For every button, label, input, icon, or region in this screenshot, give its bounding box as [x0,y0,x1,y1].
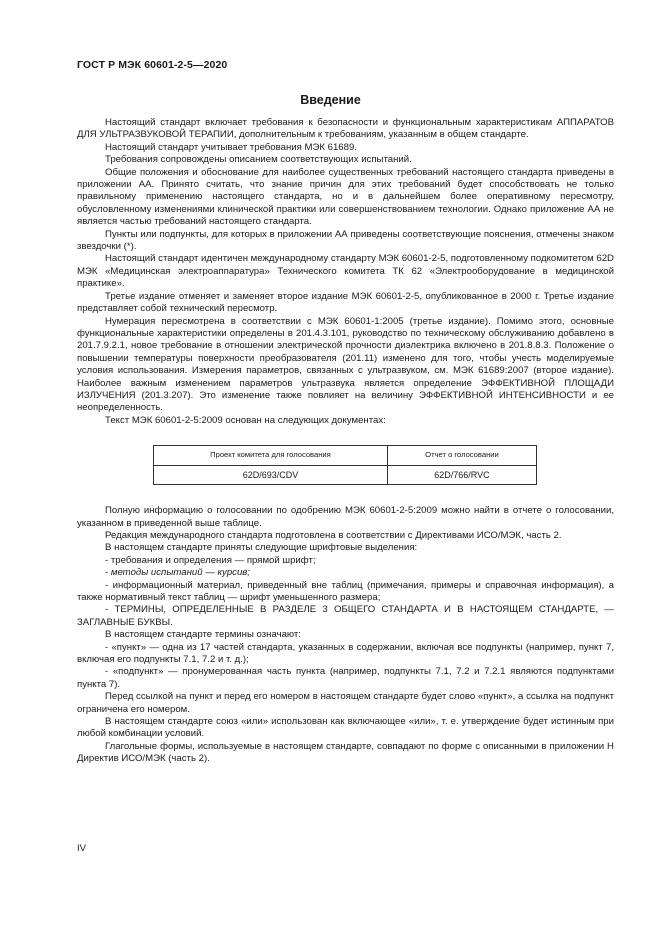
paragraph: Третье издание отменяет и заменяет второе издание МЭК 60601-2-5, опубликованное в 2000 г. Третье издание представляет собой технический пересмотр. [77,290,614,315]
body-text [77,117,614,766]
paragraph: Общие положения и обоснование для наиболее существенных требований настоящего стандарта приведены в приложении АА. Принято считать, что знание причин для этих требований будет способствовать не только правильному применению настоящего стандарта, но и в дальнейшем более оперативному пересмотру, обусловленному изменениями клинической практики или совершенствованием технологии. Однако приложение АА не является частью требований настоящего стандарта. [77,166,614,228]
paragraph: Глагольные формы, используемые в настоящем стандарте, совпадают по форме с описанными в приложении Н Директив ИСО/МЭК (часть 2). [77,740,614,765]
paragraph: Пункты или подпункты, для которых в приложении АА приведены соответствующие пояснения, отмечены знаком звездочки (*). [77,228,614,253]
list-item: - «подпункт» — пронумерованная часть пункта (например, подпункты 7.1, 7.2 и 7.2.1 являются подпунктами пункта 7). [77,666,614,690]
paragraph: Редакция международного стандарта подготовлена в соответствии с Директивами ИСО/МЭК, часть 2. [105,529,562,541]
page-number: IV [77,843,87,854]
paragraph: Полную информацию о голосовании по одобрению МЭК 60601-2-5:2009 можно найти в отчете о голосовании, указанном в приведенной выше таблице. [77,505,614,529]
paragraph: Текст МЭК 60601-2-5:2009 основан на следующих документах: [105,414,386,426]
paragraph: Нумерация пересмотрена в соответствии с МЭК 60601-1:2005 (третье издание). Помимо этого, основные функциональные характеристики определены в 201.4.3.101, руководство по техническому обслуживанию добавлено в 201.7.9.2.1, новое требование в отношении электрической прочности диэлектрика включено в 201.8.8.3. Положение о повышении температуры поверхности преобразователя (201.11) изменено для того, чтобы учесть моделируемые условия использования. Измерения параметров, связанных с ультразвуком, см. МЭК 61689:2007 (второе издание). Наиболее важным изменением параметров ультразвука является определение ЭФФЕКТИВНОЙ ПЛОЩАДИ ИЗЛУЧЕНИЯ (201.3.207). Это изменение также повлияет на величину ЭФФЕКТИВНОЙ ИНТЕНСИВНОСТИ и ее неопределенность. [77,315,614,414]
list-item: - информационный материал, приведенный вне таблиц (примечания, примеры и справочная информация), а также нормативный текст таблиц — шрифт уменьшенного размера; [77,579,614,603]
table-header-cell: Проект комитета для голосования [154,446,388,466]
list-item: - ТЕРМИНЫ, ОПРЕДЕЛЕННЫЕ В РАЗДЕЛЕ 3 ОБЩЕГО СТАНДАРТА И В НАСТОЯЩЕМ СТАНДАРТЕ, — ЗАГЛАВНЫЕ БУКВЫ. [77,604,614,628]
paragraph: Перед ссылкой на пункт и перед его номером в настоящем стандарте будет слово «пункт», а ссылка на подпункт ограничена его номером. [77,691,614,715]
voting-table [153,445,537,485]
list-item: - методы испытаний — курсив; [105,567,250,579]
paragraph: В настоящем стандарте термины означают: [105,629,301,641]
paragraph: Настоящий стандарт идентичен международному стандарту МЭК 60601-2-5, подготовленному подкомитетом 62D МЭК «Медицинская электроаппаратура» Технического комитета ТК 62 «Электрооборудование в медицинской практике». [77,253,614,290]
paragraph: Настоящий стандарт учитывает требования МЭК 61689. [105,141,357,153]
paragraph: В настоящем стандарте союз «или» использован как включающее «или», т. е. утверждение будет истинным при любой комбинации условий. [77,716,614,740]
paragraph: Настоящий стандарт включает требования к безопасности и функциональным характеристикам АППАРАТОВ ДЛЯ УЛЬТРАЗВУКОВОЙ ТЕРАПИИ, дополнительным к требованиям, указанным в общем стандарте. [77,117,614,141]
section-title: Введение [300,93,361,107]
paragraph: В настоящем стандарте приняты следующие шрифтовые выделения: [105,542,418,554]
list-item: - требования и определения — прямой шрифт; [105,554,316,566]
table-header-cell: Отчет о голосовании [387,446,536,466]
table-cell: 62D/766/RVC [387,466,536,485]
paragraph: Требования сопровождены описанием соответствующих испытаний. [105,154,412,166]
document-header: ГОСТ Р МЭК 60601-2-5—2020 [77,59,228,71]
list-item: - «пункт» — одна из 17 частей стандарта, указанных в содержании, включая все подпункты (например, пункт 7, включая его подпункты 7.1, 7.2 и т. д.); [77,641,614,666]
table-cell: 62D/693/CDV [154,466,388,485]
italic-text: методы испытаний — курсив; [110,567,250,579]
